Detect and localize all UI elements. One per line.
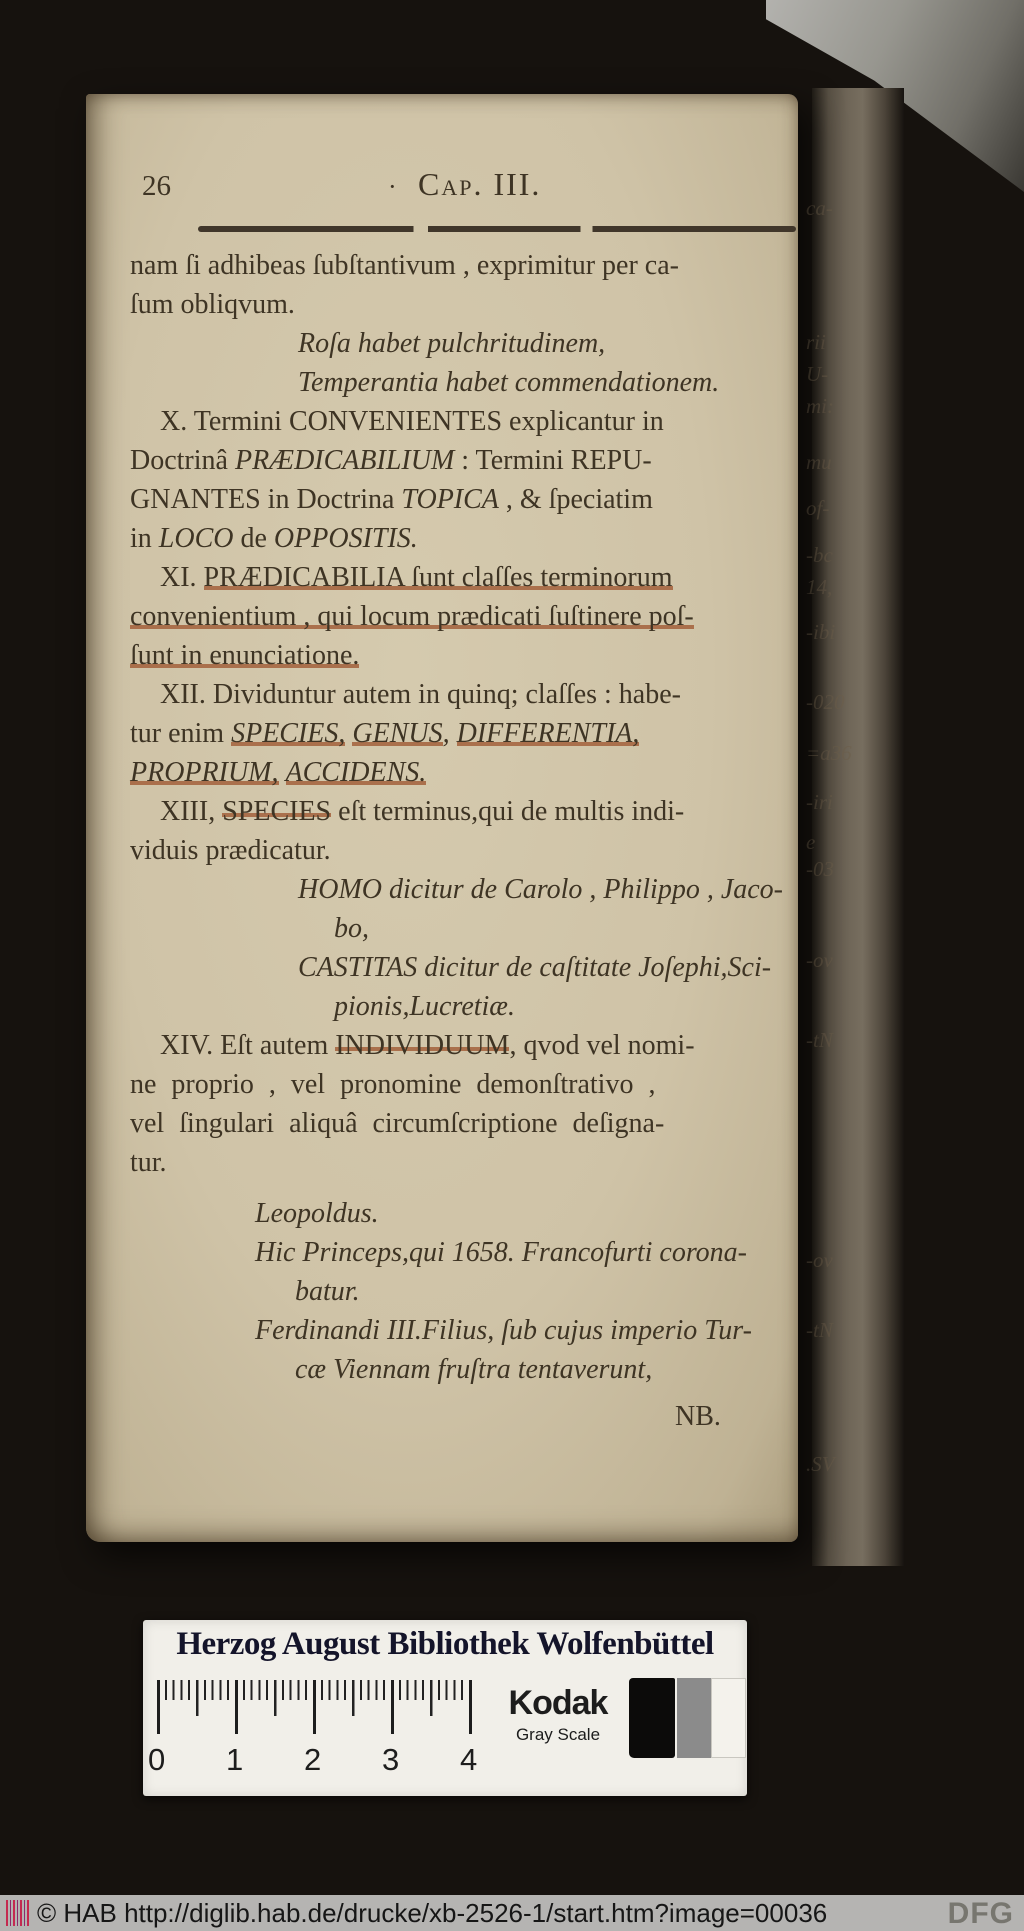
text-line: Roſa habet pulchritudinem,	[298, 328, 606, 359]
bleed-fragment: U-	[806, 362, 829, 386]
bleed-fragment: .SV	[806, 1452, 835, 1476]
page-header	[86, 166, 798, 212]
text-line: Temperantia habet commendationem.	[298, 367, 720, 398]
text-line: GNANTES in Doctrina TOPICA , & ſpeciatim	[130, 484, 653, 515]
ruler	[148, 1680, 479, 1786]
bleed-fragment: mi:	[806, 394, 834, 418]
gray-scale-label: Gray Scale	[515, 1725, 601, 1744]
ruler-number: 1	[226, 1742, 244, 1777]
text-line: ſum obliqvum.	[130, 289, 295, 320]
ruler-cm-ticks	[157, 1680, 473, 1734]
ruler-number: 4	[460, 1742, 478, 1777]
bleed-fragment: 14,	[806, 575, 833, 599]
text-line: HOMO dicitur de Carolo , Philippo , Jaco-	[298, 874, 784, 905]
text-line: PROPRIUM, ACCIDENS.	[130, 757, 427, 788]
text-line: CASTITAS dicitur de caſtitate Joſephi,Sci-	[298, 952, 772, 983]
chapter-heading: Cap. III.	[418, 166, 542, 202]
ruler-number: 3	[382, 1742, 400, 1777]
text-line: Leopoldus.	[255, 1198, 379, 1229]
bleed-fragment: -bc	[806, 543, 833, 567]
header-rule	[198, 226, 796, 232]
black-patch	[629, 1678, 675, 1758]
bleed-fragment: -03	[806, 857, 834, 881]
kodak-brand: Kodak	[508, 1684, 608, 1722]
text-line: XIII, SPECIES eſt terminus,qui de multis indi-	[160, 796, 685, 827]
bleed-fragment: =a36	[806, 741, 852, 765]
white-patch	[711, 1678, 746, 1758]
text-line: viduis prædicatur.	[130, 835, 331, 866]
bleed-fragment: rii	[806, 330, 826, 354]
ruler-number: 2	[304, 1742, 322, 1777]
text-line: XI. PRÆDICABILIA ſunt claſſes terminorum	[160, 562, 673, 593]
bleed-fragment: -tN	[806, 1318, 833, 1342]
text-line: X. Termini CONVENIENTES explicantur in	[160, 406, 664, 437]
gray-scale-patches	[629, 1678, 746, 1758]
bleed-fragment: e	[806, 830, 816, 854]
bleed-fragment: -ov	[806, 1248, 833, 1272]
text-line: in LOCO de OPPOSITIS.	[130, 523, 418, 554]
bleed-fragment: ca-	[806, 196, 833, 220]
adjacent-page-edge	[812, 88, 904, 1566]
page-text	[130, 246, 784, 1436]
bleed-fragment: -ov	[806, 948, 833, 972]
text-line: nam ſi adhibeas ſubſtantivum , exprimitur per ca-	[130, 250, 679, 281]
gray-patch	[677, 1678, 711, 1758]
dfg-logo: DFG	[947, 1897, 1014, 1930]
bleed-fragment: -iri	[806, 790, 833, 814]
text-line: XIV. Eſt autem INDIVIDUUM, qvod vel nomi-	[160, 1030, 695, 1061]
text-line: bo,	[334, 913, 369, 944]
text-line: Hic Princeps,qui 1658. Francofurti corona-	[255, 1237, 748, 1268]
source-url: © HAB http://diglib.hab.de/drucke/xb-2526-1/start.htm?image=00036	[37, 1898, 828, 1928]
page-number: 26	[142, 170, 171, 202]
header-dot: ·	[388, 172, 397, 201]
hab-barcode-icon	[6, 1900, 30, 1926]
text-line: ne proprio , vel pronomine demonſtrativo ,	[130, 1069, 656, 1100]
kodak-label	[495, 1684, 621, 1745]
text-line: convenientium , qui locum prædicati ſuſtinere poſ-	[130, 601, 694, 632]
text-line: ſunt in enunciatione.	[130, 640, 360, 671]
text-line: XII. Dividuntur autem in quinq; claſſes : habe-	[160, 679, 681, 710]
text-line: NB.	[675, 1401, 721, 1432]
library-name: Herzog August Bibliothek Wolfenbüttel	[176, 1626, 714, 1662]
text-line: vel ſingulari aliquâ circumſcriptione deſigna-	[130, 1108, 665, 1139]
text-line: pionis,Lucretiæ.	[334, 991, 515, 1022]
ruler-card	[143, 1620, 747, 1796]
ruler-number: 0	[148, 1742, 166, 1777]
text-line: tur enim SPECIES, GENUS, DIFFERENTIA,	[130, 718, 640, 749]
text-line: batur.	[295, 1276, 360, 1307]
bleed-fragment: -ibi	[806, 620, 836, 644]
bleed-fragment: -020	[806, 690, 845, 714]
footer-bar	[0, 1895, 1024, 1931]
text-line: Doctrinâ PRÆDICABILIUM : Termini REPU-	[130, 445, 652, 476]
bleed-fragment: of-	[806, 496, 830, 520]
bleed-fragment: -tN	[806, 1028, 833, 1052]
text-line: tur.	[130, 1147, 167, 1178]
text-line: Ferdinandi III.Filius, ſub cujus imperio Tur-	[255, 1315, 752, 1346]
book-page	[86, 94, 798, 1542]
text-line: cæ Viennam fruſtra tentaverunt,	[295, 1354, 653, 1385]
bleed-fragment: mu	[806, 450, 832, 474]
